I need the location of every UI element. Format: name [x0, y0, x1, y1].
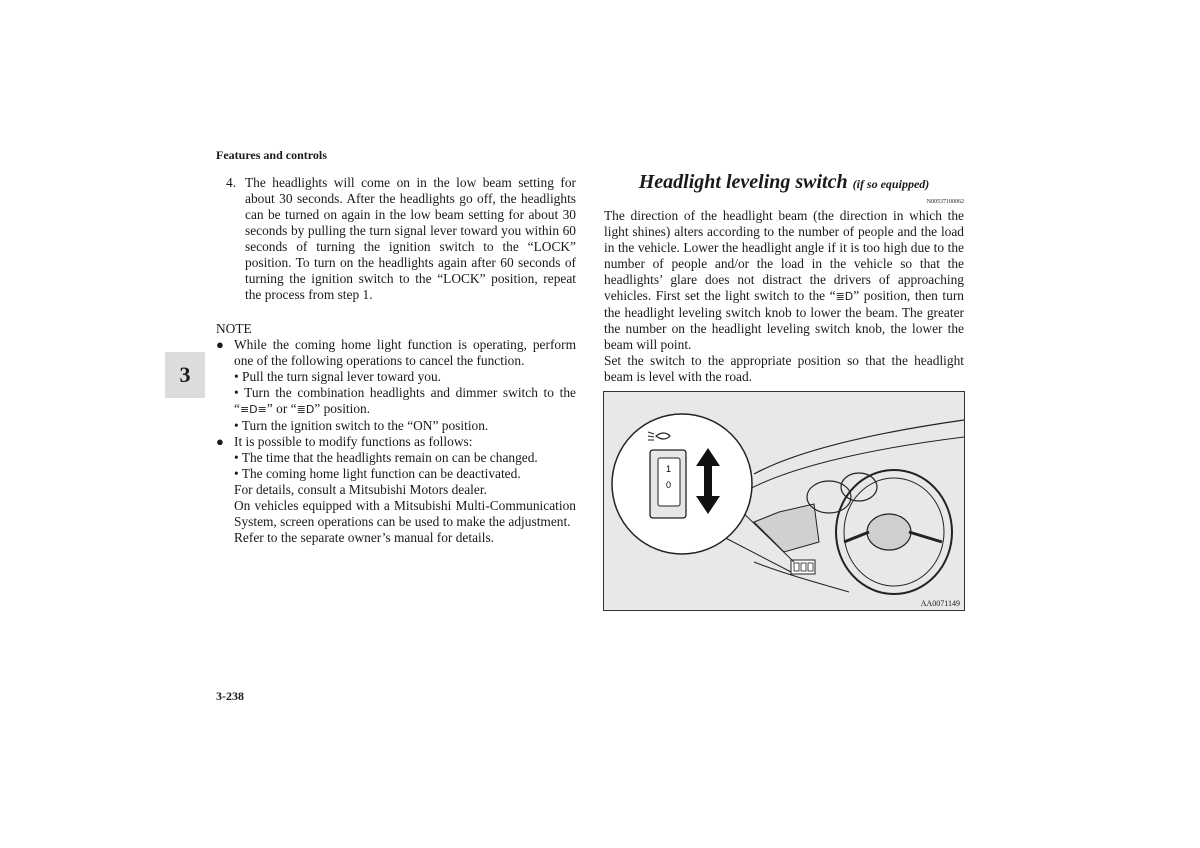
bullet-text: It is possible to modify functions as follows: — [234, 434, 473, 449]
step-number: 4. — [226, 175, 237, 190]
note-bullet-2 — [216, 434, 576, 546]
section-heading — [604, 170, 964, 196]
paragraph: Refer to the separate owner’s manual for details. — [234, 530, 495, 545]
paragraph: For details, consult a Mitsubishi Motors dealer. — [234, 482, 487, 497]
sub-item: • The time that the headlights remain on can be changed. — [234, 450, 538, 465]
right-column — [604, 170, 964, 385]
step-text: The headlights will come on in the low beam setting for about 30 seconds. After the headlights go off, the headlights can be turned on again in the low beam setting for about 30 seconds by pulling the turn signal lever toward you within 60 seconds of turning the ignition switch to the “LOCK” position. To turn on the headlights again after 60 seconds of turning the ignition switch to the “LOCK” position, repeat the process from step 1. — [245, 175, 576, 302]
paragraph-text: The direction of the headlight beam (the direction in which the light shines) alters according to the number of people and the load in the vehicle. Lower the headlight angle if it is too high due to the number of people and/or the load in the vehicle so that the headlights’ glare does not distract the drivers of approaching vehicles. First set the light switch to the “ — [604, 208, 964, 303]
headlight-symbol-icon: ≡D≡ — [239, 403, 267, 416]
note-label: NOTE — [216, 321, 252, 336]
dashboard-illustration — [604, 392, 964, 610]
headlight-leveling-figure — [603, 391, 965, 611]
sub-item-text: • Turn the combination headlights and dimmer switch to the “ — [234, 385, 576, 416]
step-4 — [226, 175, 576, 303]
knob-number-0: 0 — [666, 480, 672, 490]
left-column — [216, 175, 576, 546]
sub-item — [234, 385, 576, 418]
knob-number-1: 1 — [666, 464, 672, 474]
chapter-tab: 3 — [165, 352, 205, 398]
reference-code: N00537100062 — [926, 199, 964, 205]
paragraph: On vehicles equipped with a Mitsubishi Multi-Communication System, screen operations can be used to make the adjustment. — [234, 498, 576, 529]
bullet-dot-icon: ● — [216, 337, 224, 352]
heading-text: Headlight leveling switch — [638, 171, 848, 193]
figure-code: AA0071149 — [920, 599, 960, 608]
bullet-dot-icon: ● — [216, 434, 224, 449]
sub-item: • The coming home light function can be deactivated. — [234, 466, 521, 481]
section-header: Features and controls — [216, 148, 327, 162]
sub-item-text: ” or “ — [266, 401, 297, 416]
bullet-text: While the coming home light function is operating, perform one of the following operations to cancel the function. — [234, 337, 576, 368]
headlight-symbol-icon: ≣D — [296, 403, 315, 416]
paragraph: Set the switch to the appropriate position so that the headlight beam is level with the road. — [604, 353, 964, 384]
sub-item: • Turn the ignition switch to the “ON” position. — [234, 418, 489, 433]
headlight-symbol-icon: ≣D — [835, 290, 854, 303]
sub-item: • Pull the turn signal lever toward you. — [234, 369, 441, 384]
heading-suffix: (if so equipped) — [852, 177, 930, 191]
note-bullet-1 — [216, 337, 576, 434]
page-number: 3-238 — [216, 689, 244, 703]
paragraph-text: ” position, then turn the headlight leveling switch knob to lower the beam. The greater the number on the headlight leveling switch knob, the lower the beam will point. — [604, 288, 964, 352]
paragraph — [604, 208, 964, 353]
sub-item-text: ” position. — [314, 401, 371, 416]
